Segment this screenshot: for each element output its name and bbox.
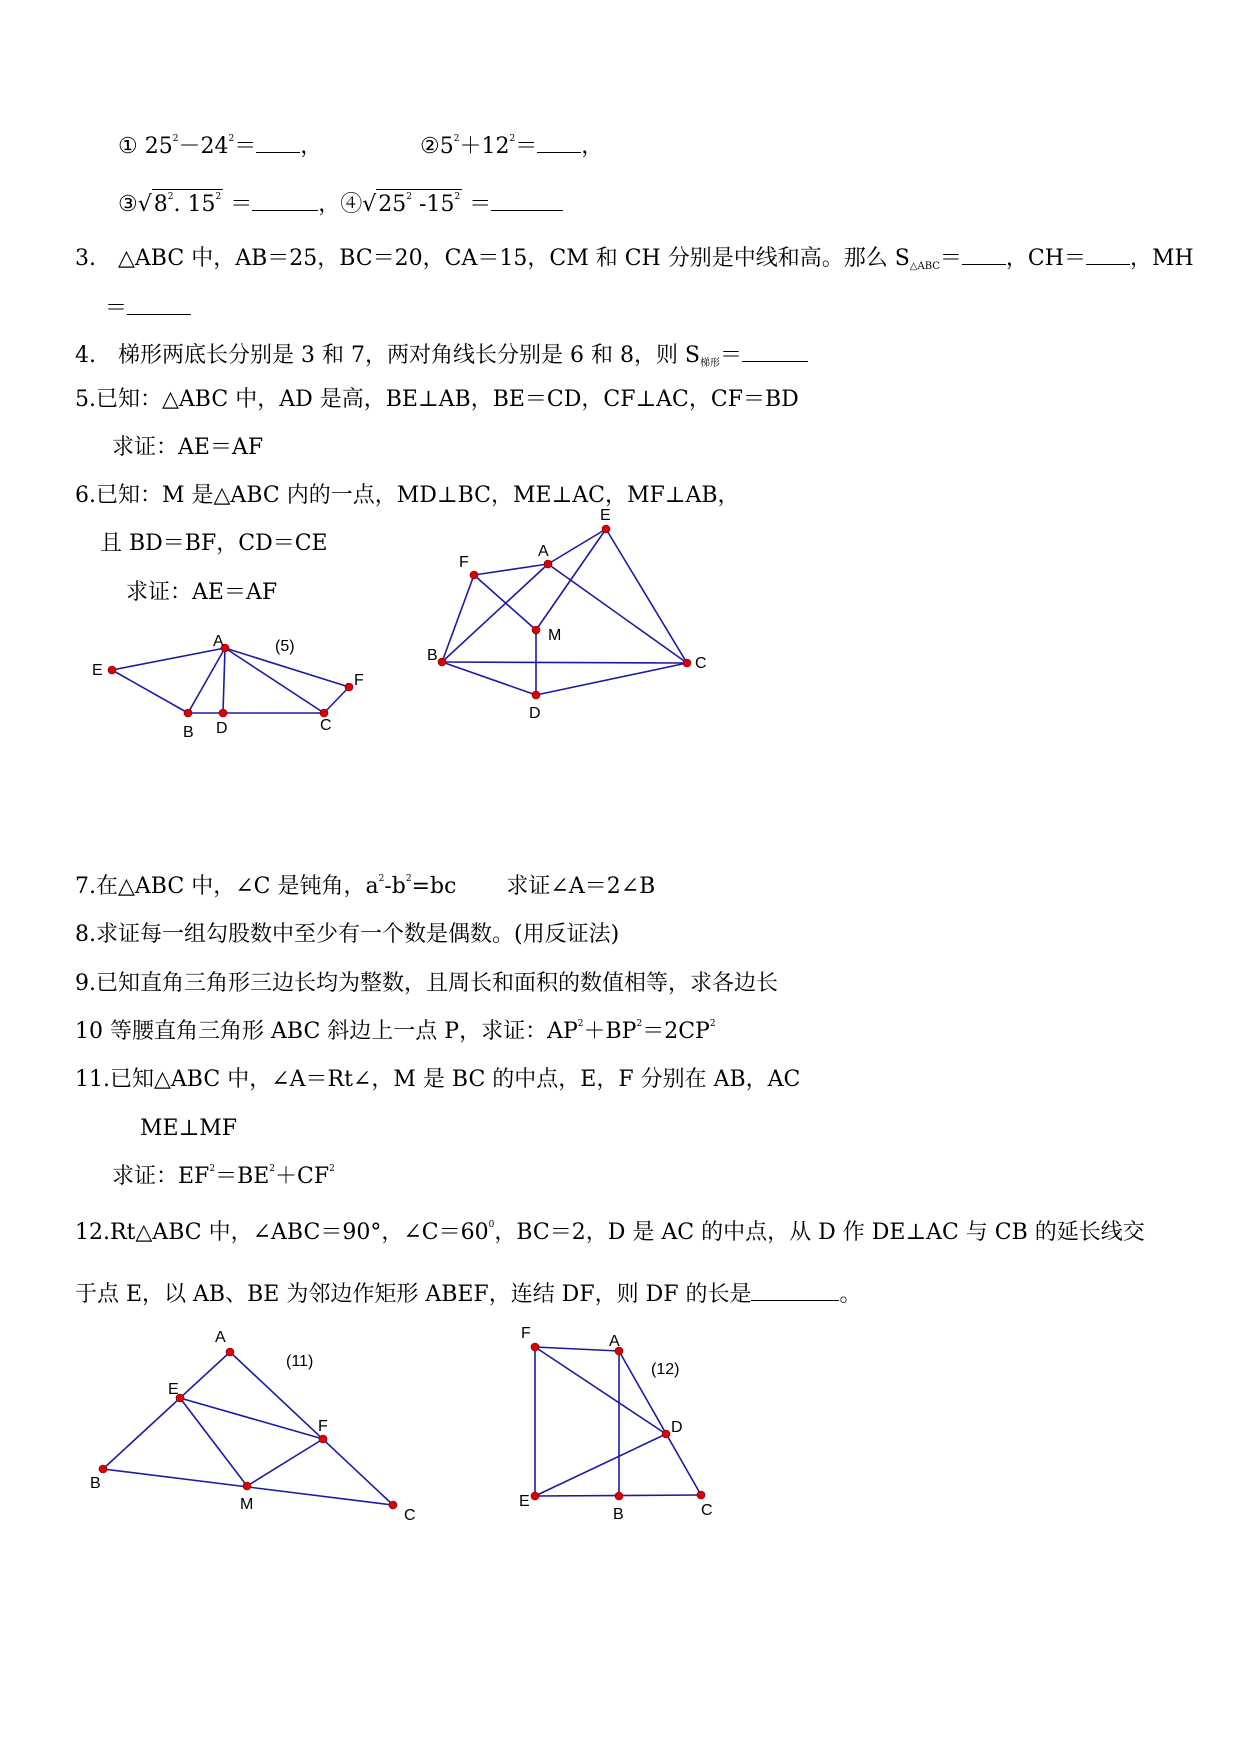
q11-text: ＋CF — [275, 1164, 330, 1189]
q3-text: ＝ — [105, 296, 128, 321]
q2-item2-text: ②5 — [420, 134, 454, 159]
point-A — [226, 1348, 234, 1356]
question-11: 11.已知△ABC 中，∠A＝Rt∠，M 是 BC 的中点，E，F 分别在 AB，AC — [75, 1067, 801, 1092]
segment-EM — [180, 1398, 247, 1486]
q11-text: 求证：EF — [112, 1164, 210, 1189]
q3-text: ，MH — [1129, 246, 1194, 271]
question-9: 9.已知直角三角形三边长均为整数，且周长和面积的数值相等，求各边长 — [75, 971, 778, 996]
rad-term: 25 — [378, 192, 407, 217]
q2-item1-text: ① 25 — [118, 134, 173, 159]
label-A: A — [609, 1333, 620, 1350]
q2-exp: 2 — [172, 134, 179, 144]
segment-BD — [442, 662, 536, 695]
rad-term: 15 — [187, 192, 216, 217]
label-E: E — [168, 1381, 179, 1398]
q2-item3-text: ，④ — [318, 192, 363, 217]
q2-exp: 2 — [167, 192, 174, 202]
point-A — [544, 560, 552, 568]
segment-BA — [188, 648, 225, 713]
figure-5-caption: (5) — [275, 638, 295, 655]
point-F — [470, 571, 478, 579]
point-B — [184, 709, 192, 717]
point-B — [615, 1492, 623, 1500]
q2-item2-text: ＝ — [515, 134, 538, 159]
question-8: 8.求证每一组勾股数中至少有一个数是偶数。(用反证法) — [75, 922, 620, 947]
q12-text: 。 — [839, 1282, 862, 1307]
label-M: M — [548, 627, 562, 644]
segment-BC — [442, 662, 687, 663]
point-E — [531, 1492, 539, 1500]
segment-EA — [112, 648, 225, 670]
question-12 — [75, 1222, 1145, 1244]
q7-prove: 求证∠A＝2∠B — [506, 874, 656, 899]
point-F — [345, 683, 353, 691]
sqrt-expression: $√8^2$. $15^2$ — [138, 194, 224, 216]
q2-item2-text: ， — [581, 134, 604, 159]
segment-AC — [225, 648, 324, 713]
sqrt-expression: $√25^2$ $-15^2$ — [362, 194, 462, 216]
point-B — [438, 658, 446, 666]
label-C: C — [695, 655, 707, 672]
q2-item1-text: ， — [300, 134, 323, 159]
q2-item1-text: －24 — [178, 134, 229, 159]
figure-11-caption: (11) — [286, 1353, 314, 1370]
label-D: D — [671, 1419, 683, 1436]
question-7 — [75, 876, 655, 898]
question-5: 5.已知：△ABC 中，AD 是高，BE⊥AB，BE＝CD，CF⊥AC，CF＝BD — [75, 387, 799, 412]
point-C — [683, 659, 691, 667]
point-C — [697, 1491, 705, 1499]
point-F — [319, 1435, 327, 1443]
segment-MF — [247, 1439, 323, 1486]
question-6-given: 且 BD＝BF，CD＝CE — [100, 531, 328, 556]
q3-text: ＝ — [939, 246, 962, 271]
q2-exp: 2 — [454, 192, 461, 202]
q4-subscript: 梯形 — [700, 358, 721, 369]
segment-AB — [103, 1352, 230, 1469]
q10-text: 10 等腰直角三角形 ABC 斜边上一点 P，求证：AP — [75, 1019, 578, 1044]
point-M — [532, 626, 540, 634]
q11-exp: 2 — [209, 1164, 216, 1174]
q10-text: ＋BP — [583, 1019, 637, 1044]
q10-text: ＝2CP — [642, 1019, 710, 1044]
point-E — [602, 525, 610, 533]
q4-text: 4. 梯形两底长分别是 3 和 7，两对角线长分别是 6 和 8，则 S — [75, 343, 701, 368]
q4-text: ＝ — [720, 343, 743, 368]
segment-ED — [535, 1434, 666, 1496]
q10-exp: 2 — [709, 1019, 716, 1029]
segment-EB — [112, 670, 188, 713]
q2-item3-label: ③ — [118, 192, 138, 217]
figure-12-caption: (12) — [651, 1361, 680, 1378]
q11-text: ＝BE — [215, 1164, 270, 1189]
label-F: F — [459, 554, 469, 571]
question-5-prove: 求证：AE＝AF — [112, 435, 264, 460]
segment-AC — [548, 564, 687, 663]
label-A: A — [538, 543, 549, 560]
rad-term: -15 — [412, 192, 455, 217]
q12-degree: 0 — [488, 1220, 495, 1230]
q7-exp: 2 — [405, 874, 412, 884]
q3-text: ，CH＝ — [1005, 246, 1086, 271]
q2-item1-text: ＝ — [234, 134, 257, 159]
point-F — [531, 1343, 539, 1351]
q12-text: 12.Rt△ABC 中，∠ABC＝90°，∠C＝60 — [75, 1220, 489, 1245]
segment-DC — [536, 663, 687, 695]
label-D: D — [216, 720, 228, 737]
rad-term: 8 — [153, 192, 168, 217]
question-6-prove: 求证：AE＝AF — [126, 580, 278, 605]
label-C: C — [404, 1507, 416, 1524]
segment-AB — [442, 564, 548, 662]
label-B: B — [613, 1506, 624, 1523]
label-A: A — [213, 633, 224, 650]
q7-text: -b — [384, 874, 406, 899]
segment-EC — [606, 529, 687, 663]
label-B: B — [427, 647, 438, 664]
answer-blank[interactable] — [751, 1280, 839, 1301]
q12-text: ，BC＝2，D 是 AC 的中点，从 D 作 DE⊥AC 与 CB 的延长线交 — [494, 1220, 1145, 1245]
segment-FC — [324, 687, 349, 713]
segment-FB — [442, 575, 474, 662]
label-E: E — [92, 662, 103, 679]
label-B: B — [90, 1475, 101, 1492]
segment-FD — [535, 1347, 666, 1434]
point-B — [99, 1465, 107, 1473]
point-D — [532, 691, 540, 699]
q11-exp: 2 — [329, 1164, 335, 1174]
q7-text: =bc — [411, 874, 457, 899]
q10-exp: 2 — [636, 1019, 643, 1029]
label-B: B — [183, 724, 194, 741]
q7-text: 7.在△ABC 中，∠C 是钝角，a — [75, 874, 379, 899]
point-C — [320, 709, 328, 717]
label-A: A — [215, 1329, 226, 1346]
segment-AE — [548, 529, 606, 564]
question-6: 6.已知：M 是△ABC 内的一点，MD⊥BC，ME⊥AC，MF⊥AB， — [75, 483, 740, 508]
question-10 — [75, 1021, 716, 1043]
q2-item2-text: ＋12 — [459, 134, 510, 159]
question-11-given: ME⊥MF — [140, 1116, 238, 1141]
label-F: F — [521, 1325, 531, 1342]
label-E: E — [600, 507, 611, 524]
point-C — [389, 1501, 397, 1509]
label-F: F — [318, 1418, 328, 1435]
q2-item3-text: ＝ — [230, 192, 253, 217]
label-M: M — [240, 1496, 254, 1513]
q11-exp: 2 — [269, 1164, 276, 1174]
segment-FA — [535, 1347, 619, 1351]
point-E — [108, 666, 116, 674]
q10-exp: 2 — [577, 1019, 584, 1029]
q2-exp: 2 — [453, 134, 460, 144]
q2-item4-text: ＝ — [469, 192, 492, 217]
question-11-prove — [112, 1166, 335, 1188]
point-D — [219, 709, 227, 717]
label-F: F — [354, 672, 364, 689]
rad-sep: . — [173, 192, 188, 217]
q7-exp: 2 — [378, 874, 385, 884]
question-12-line2 — [75, 1280, 862, 1306]
label-D: D — [529, 705, 541, 722]
q2-exp: 2 — [406, 192, 413, 202]
q2-exp: 2 — [215, 192, 222, 202]
point-D — [662, 1430, 670, 1438]
q2-exp: 2 — [509, 134, 516, 144]
q12-text: 于点 E，以 AB、BE 为邻边作矩形 ABEF，连结 DF，则 DF 的长是 — [75, 1282, 752, 1307]
label-C: C — [701, 1502, 713, 1519]
label-C: C — [320, 717, 332, 734]
point-M — [243, 1482, 251, 1490]
label-E: E — [519, 1493, 530, 1510]
segment-AD — [223, 648, 225, 713]
q2-exp: 2 — [228, 134, 235, 144]
q3-text: 3. △ABC 中，AB＝25，BC＝20，CA＝15，CM 和 CH 分别是中线和高。那么 S — [75, 246, 910, 271]
q3-subscript: △ABC — [909, 261, 940, 272]
